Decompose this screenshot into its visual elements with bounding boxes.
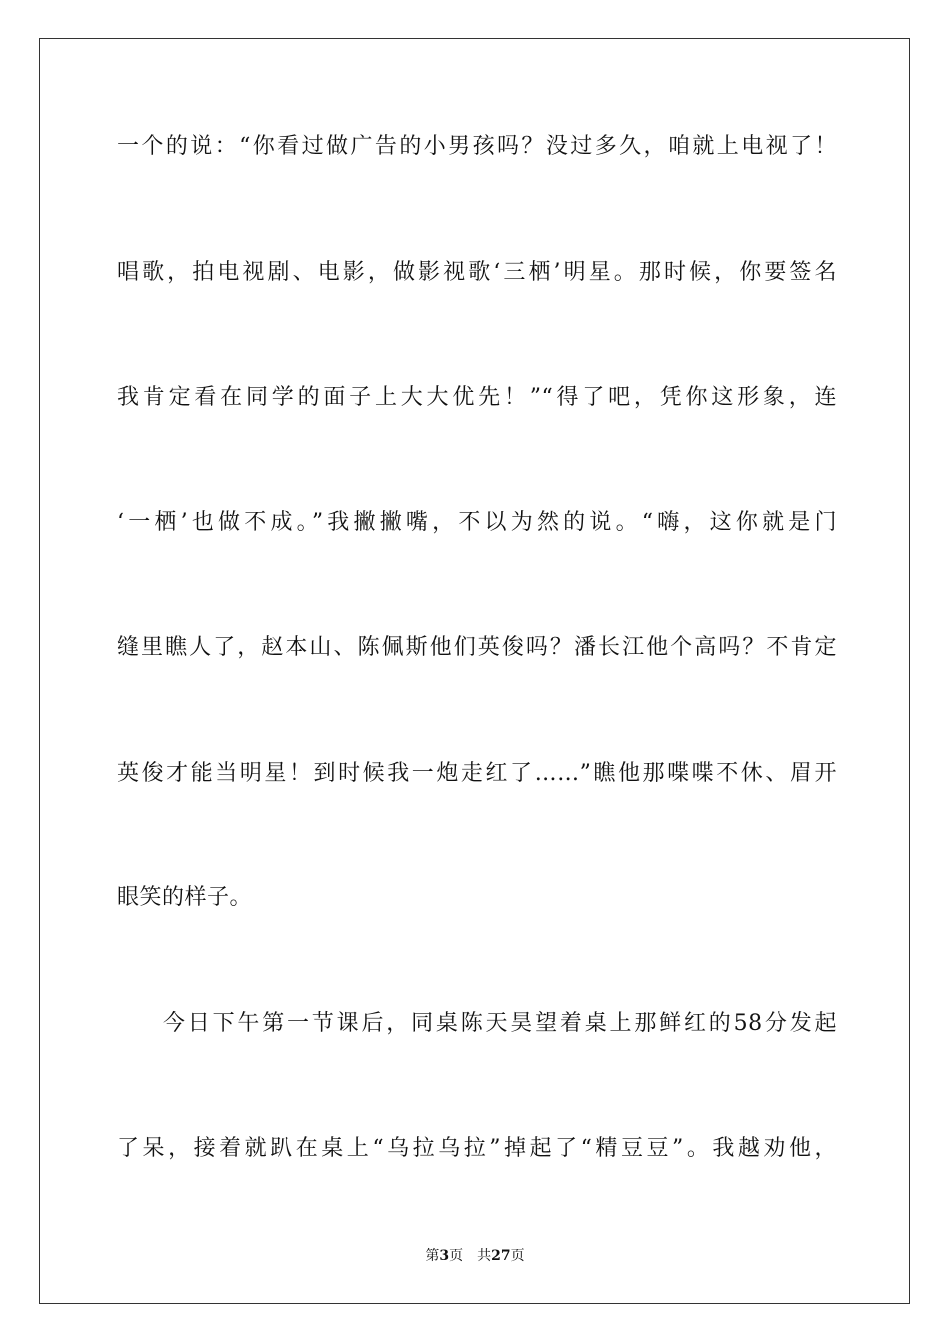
footer-page-prefix: 第	[425, 1248, 440, 1264]
text-line-1: 一个的说：“你看过做广告的小男孩吗？没过多久，咱就上电视了！	[117, 134, 837, 159]
text-line-2: 唱歌，拍电视剧、电影，做影视歌‘三栖’明星。那时候，你要签名	[117, 260, 837, 285]
text-line-5: 缝里瞧人了，赵本山、陈佩斯他们英俊吗？潘长江他个高吗？不肯定	[117, 635, 837, 660]
footer-total-number: 27	[491, 1248, 511, 1264]
footer-total-prefix: 共	[477, 1248, 492, 1264]
text-line-6: 英俊才能当明星！到时候我一炮走红了……”瞧他那喋喋不休、眉开	[117, 761, 837, 786]
footer-total-suffix: 页	[510, 1248, 525, 1264]
page-border	[39, 38, 910, 1304]
text-line-9: 了呆，接着就趴在桌上“乌拉乌拉”掉起了“精豆豆”。我越劝他，	[117, 1136, 837, 1161]
text-line-8-paragraph-start: 今日下午第一节课后，同桌陈天昊望着桌上那鲜红的58分发起	[163, 1011, 837, 1036]
footer-page-suffix: 页	[449, 1248, 464, 1264]
text-line-4: ‘一栖’也做不成。”我撇撇嘴，不以为然的说。“嗨，这你就是门	[117, 510, 837, 535]
page-footer	[0, 1247, 950, 1265]
footer-page-number: 3	[439, 1248, 450, 1264]
text-line-7: 眼笑的样子。	[117, 885, 253, 910]
text-line-3: 我肯定看在同学的面子上大大优先！”“得了吧，凭你这形象，连	[117, 385, 837, 410]
